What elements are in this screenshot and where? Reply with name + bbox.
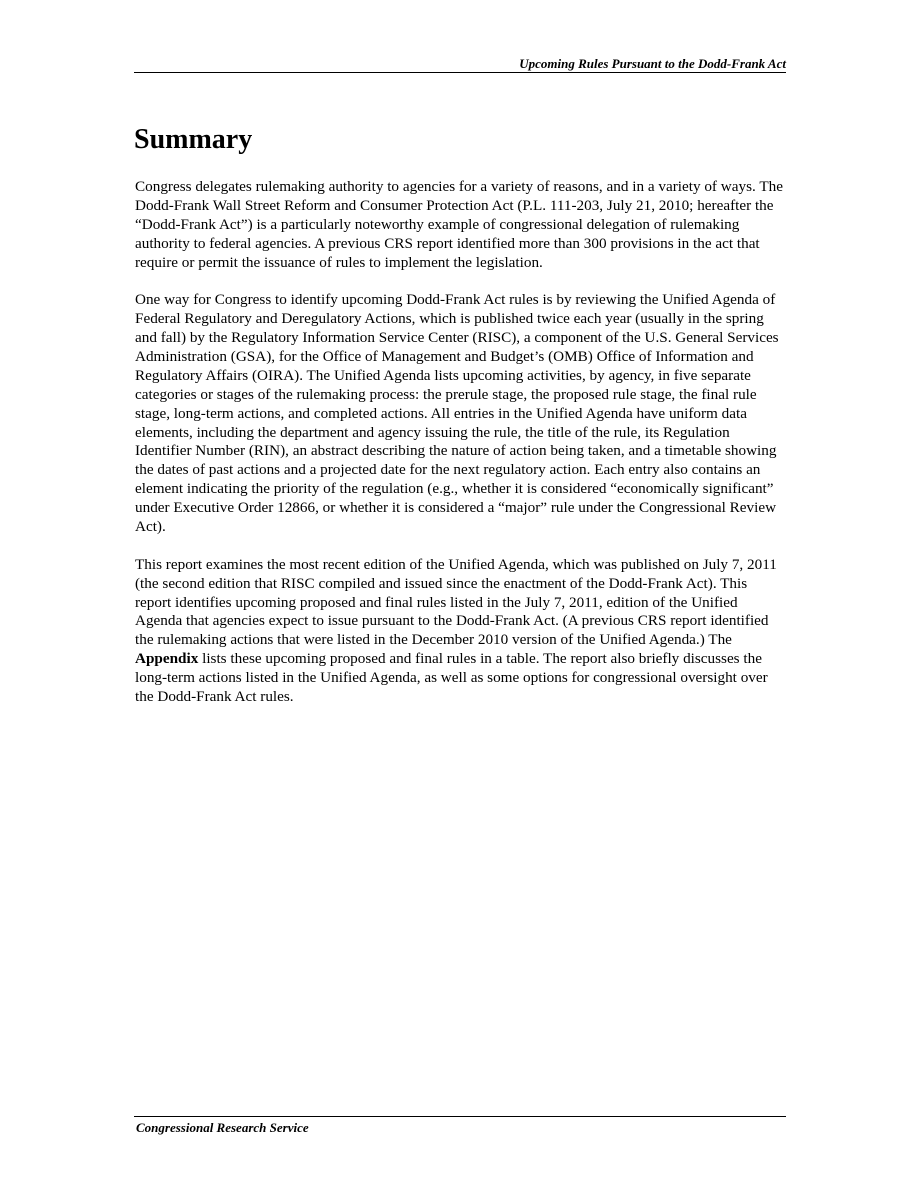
summary-paragraph-2: One way for Congress to identify upcoming Dodd-Frank Act rules is by reviewing the Unified Agenda of Federal Regulatory and Deregulatory Actions, which is published twice each year (usually in the spring and fall) by the Regulatory Information Service Center (RISC), a component of the U.S. General Services Administration (GSA), for the Office of Management and Budget’s (OMB) Office of Information and Regulatory Affairs (OIRA). The Unified Agenda lists upcoming activities, by agency, in five separate categories or stages of the rulemaking process: the prerule stage, the proposed rule stage, the final rule stage, long-term actions, and completed actions. All entries in the Unified Agenda have uniform data elements, including the department and agency issuing the rule, the title of the rule, its Regulation Identifier Number (RIN), an abstract describing the nature of action being taken, and a timetable showing the dates of past actions and a projected date for the next regulatory action. Each entry also contains an element indicating the priority of the regulation (e.g., whether it is considered “economically significant” under Executive Order 12866, or whether it is considered a “major” rule under the Congressional Review Act). bbox=[135, 291, 779, 536]
running-header: Upcoming Rules Pursuant to the Dodd-Frank Act bbox=[519, 56, 786, 71]
running-footer: Congressional Research Service bbox=[136, 1120, 309, 1135]
paragraph-3-text-start: This report examines the most recent edition of the Unified Agenda, which was published on July 7, 2011 (the second edition that RISC compiled and issued since the enactment of the Dodd-Frank Act). This report identifies upcoming proposed and final rules listed in the July 7, 2011, edition of the Unified Agenda that agencies expect to issue pursuant to the Dodd-Frank Act. (A previous CRS report identified the rulemaking actions that were listed in the December 2010 version of the Unified Agenda.) The bbox=[135, 555, 777, 649]
summary-paragraph-3 bbox=[135, 556, 787, 707]
summary-paragraph-1: Congress delegates rulemaking authority to agencies for a variety of reasons, and in a variety of ways. The Dodd-Frank Wall Street Reform and Consumer Protection Act (P.L. 111-203, July 21, 2010; hereafter the “Dodd-Frank Act”) is a particularly noteworthy example of congressional delegation of rulemaking authority to federal agencies. A previous CRS report identified more than 300 provisions in the act that require or permit the issuance of rules to implement the legislation. bbox=[135, 178, 783, 271]
footer-divider bbox=[134, 1116, 786, 1117]
summary-body bbox=[135, 178, 787, 726]
page-title: Summary bbox=[134, 124, 253, 155]
paragraph-3-text-end: lists these upcoming proposed and final rules in a table. The report also briefly discusses the long-term actions listed in the Unified Agenda, as well as some options for congressional oversight over the Dodd-Frank Act rules. bbox=[135, 650, 768, 706]
appendix-reference: Appendix bbox=[135, 650, 199, 668]
header-divider bbox=[134, 72, 786, 73]
